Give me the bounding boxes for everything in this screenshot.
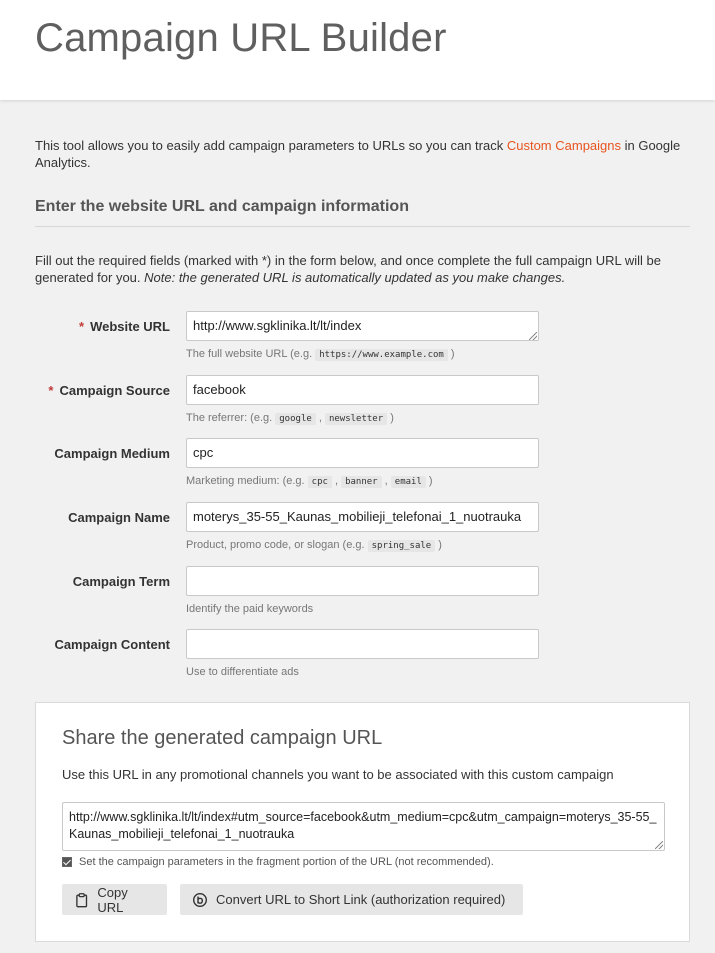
campaign-source-input[interactable]: facebook <box>186 375 539 405</box>
copy-url-label: Copy URL <box>97 884 128 915</box>
example-code: cpc <box>308 476 332 488</box>
campaign-name-help: Product, promo code, or slogan (e.g. spring_sale ) <box>186 539 442 551</box>
campaign-medium-help: Marketing medium: (e.g. cpc , banner , email ) <box>186 475 433 487</box>
campaign-source-help: The referrer: (e.g. google , newsletter ) <box>186 412 394 424</box>
example-code: email <box>391 476 426 488</box>
example-code: google <box>275 413 316 425</box>
instructions-note: Note: the generated URL is automatically updated as you make changes. <box>144 270 566 285</box>
campaign-name-label: Campaign Name <box>68 510 170 525</box>
custom-campaigns-link[interactable]: Custom Campaigns <box>506 138 621 153</box>
example-code: spring_sale <box>368 540 436 552</box>
instructions-text <box>35 252 695 286</box>
section-title: Enter the website URL and campaign information <box>35 198 409 215</box>
campaign-name-input[interactable]: moterys_35-55_Kaunas_mobilieji_telefonai_1_nuotrauka <box>186 502 539 532</box>
generated-url-text: http://www.sgklinika.lt/lt/index#utm_source=facebook&utm_medium=cpc&utm_campaign=moterys_35-55_Kaunas_mobilieji_telefonai_1_nuotrauka <box>69 810 657 841</box>
website-url-label: * Website URL <box>79 319 170 334</box>
intro-text <box>35 137 695 171</box>
website-url-help: The full website URL (e.g. https://www.example.com ) <box>186 348 455 360</box>
page-title: Campaign URL Builder <box>35 16 447 60</box>
example-code: newsletter <box>325 413 387 425</box>
share-title: Share the generated campaign URL <box>62 727 383 749</box>
section-divider <box>35 226 690 227</box>
required-marker: * <box>48 383 54 398</box>
campaign-term-help: Identify the paid keywords <box>186 603 314 615</box>
campaign-content-help: Use to differentiate ads <box>186 666 299 678</box>
resize-handle-icon[interactable] <box>655 841 663 849</box>
campaign-term-label: Campaign Term <box>72 574 170 589</box>
short-link-button[interactable] <box>180 884 523 915</box>
campaign-term-input[interactable] <box>186 566 539 596</box>
copy-url-button[interactable] <box>62 884 167 915</box>
fragment-option <box>62 855 494 869</box>
link-shortener-icon <box>192 892 208 908</box>
clipboard-icon <box>74 892 89 908</box>
generated-url-field[interactable] <box>62 802 665 851</box>
example-code: banner <box>341 476 382 488</box>
instructions-main: Fill out the required fields (marked with *) in the form below, and once complete the full campaign URL will be generated for you. <box>35 253 661 285</box>
fragment-checkbox[interactable] <box>62 857 72 867</box>
share-description: Use this URL in any promotional channels you want to be associated with this custom campaign <box>62 767 614 782</box>
campaign-medium-input[interactable]: cpc <box>186 438 539 468</box>
short-link-label: Convert URL to Short Link (authorization required) <box>216 892 506 907</box>
share-card <box>35 702 690 942</box>
campaign-content-input[interactable] <box>186 629 539 659</box>
campaign-medium-label: Campaign Medium <box>54 446 170 461</box>
campaign-source-label: * Campaign Source <box>48 383 170 398</box>
website-url-input[interactable]: http://www.sgklinika.lt/lt/index <box>186 311 539 341</box>
intro-text-after: in Google Analytics. <box>35 138 681 170</box>
resize-handle-icon[interactable] <box>529 332 537 340</box>
fragment-checkbox-label: Set the campaign parameters in the fragment portion of the URL (not recommended). <box>79 856 494 868</box>
intro-text-before: This tool allows you to easily add campaign parameters to URLs so you can track <box>35 138 507 153</box>
page-header <box>0 0 715 100</box>
required-marker: * <box>79 319 85 334</box>
campaign-content-label: Campaign Content <box>54 637 170 652</box>
example-code: https://www.example.com <box>315 349 448 361</box>
